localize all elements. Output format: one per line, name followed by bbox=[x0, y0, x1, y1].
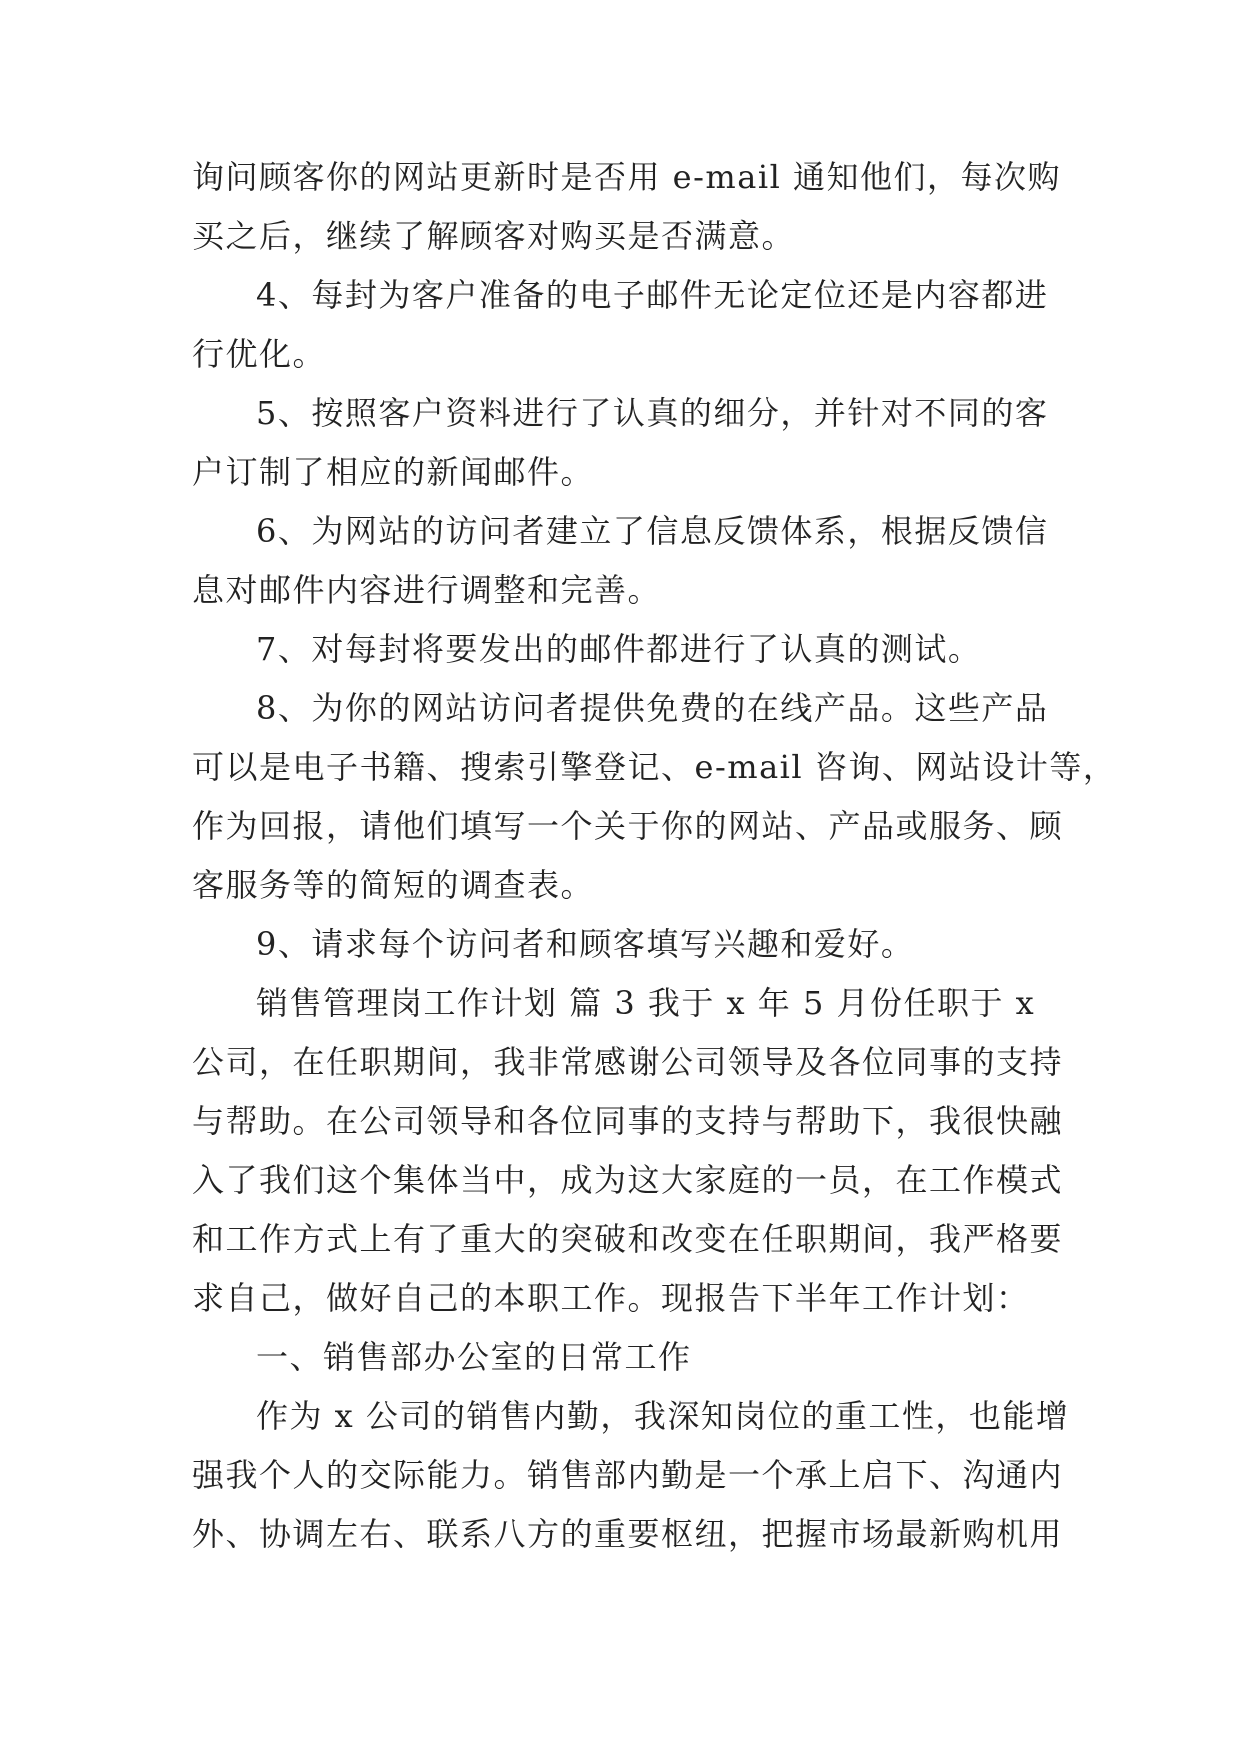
text-line: 行优化。 bbox=[192, 335, 327, 373]
list-item-8: 8、为你的网站访问者提供免费的在线产品。这些产品 bbox=[256, 689, 1049, 727]
text-line: 询问顾客你的网站更新时是否用 e-mail 通知他们，每次购 bbox=[192, 158, 1061, 196]
text-line: 与帮助。在公司领导和各位同事的支持与帮助下，我很快融 bbox=[192, 1102, 1064, 1140]
text-line: 客服务等的简短的调查表。 bbox=[192, 866, 595, 904]
text-line: 求自己，做好自己的本职工作。现报告下半年工作计划： bbox=[192, 1279, 1030, 1317]
list-item-4: 4、每封为客户准备的电子邮件无论定位还是内容都进 bbox=[256, 276, 1049, 314]
section-heading-line: 销售管理岗工作计划 篇 3 我于 x 年 5 月份任职于 x bbox=[256, 984, 1036, 1022]
text-line: 公司，在任职期间，我非常感谢公司领导及各位同事的支持 bbox=[192, 1043, 1064, 1081]
text-line: 强我个人的交际能力。销售部内勤是一个承上启下、沟通内 bbox=[192, 1456, 1064, 1494]
text-line: 息对邮件内容进行调整和完善。 bbox=[192, 571, 662, 609]
list-item-7: 7、对每封将要发出的邮件都进行了认真的测试。 bbox=[256, 630, 982, 668]
text-line: 作为回报，请他们填写一个关于你的网站、产品或服务、顾 bbox=[192, 807, 1064, 845]
text-line: 作为 x 公司的销售内勤，我深知岗位的重工性，也能增 bbox=[256, 1397, 1070, 1435]
text-line: 外、协调左右、联系八方的重要枢纽，把握市场最新购机用 bbox=[192, 1515, 1064, 1553]
text-line: 户订制了相应的新闻邮件。 bbox=[192, 453, 595, 491]
list-item-5: 5、按照客户资料进行了认真的细分，并针对不同的客 bbox=[256, 394, 1049, 432]
text-line: 买之后，继续了解顾客对购买是否满意。 bbox=[192, 217, 796, 255]
list-item-6: 6、为网站的访问者建立了信息反馈体系，根据反馈信 bbox=[256, 512, 1049, 550]
text-line: 可以是电子书籍、搜索引擎登记、e-mail 咨询、网站设计等， bbox=[192, 748, 1117, 786]
text-line: 和工作方式上有了重大的突破和改变在任职期间，我严格要 bbox=[192, 1220, 1064, 1258]
text-line: 入了我们这个集体当中，成为这大家庭的一员，在工作模式 bbox=[192, 1161, 1064, 1199]
subheading: 一、销售部办公室的日常工作 bbox=[256, 1338, 692, 1376]
list-item-9: 9、请求每个访问者和顾客填写兴趣和爱好。 bbox=[256, 925, 915, 963]
